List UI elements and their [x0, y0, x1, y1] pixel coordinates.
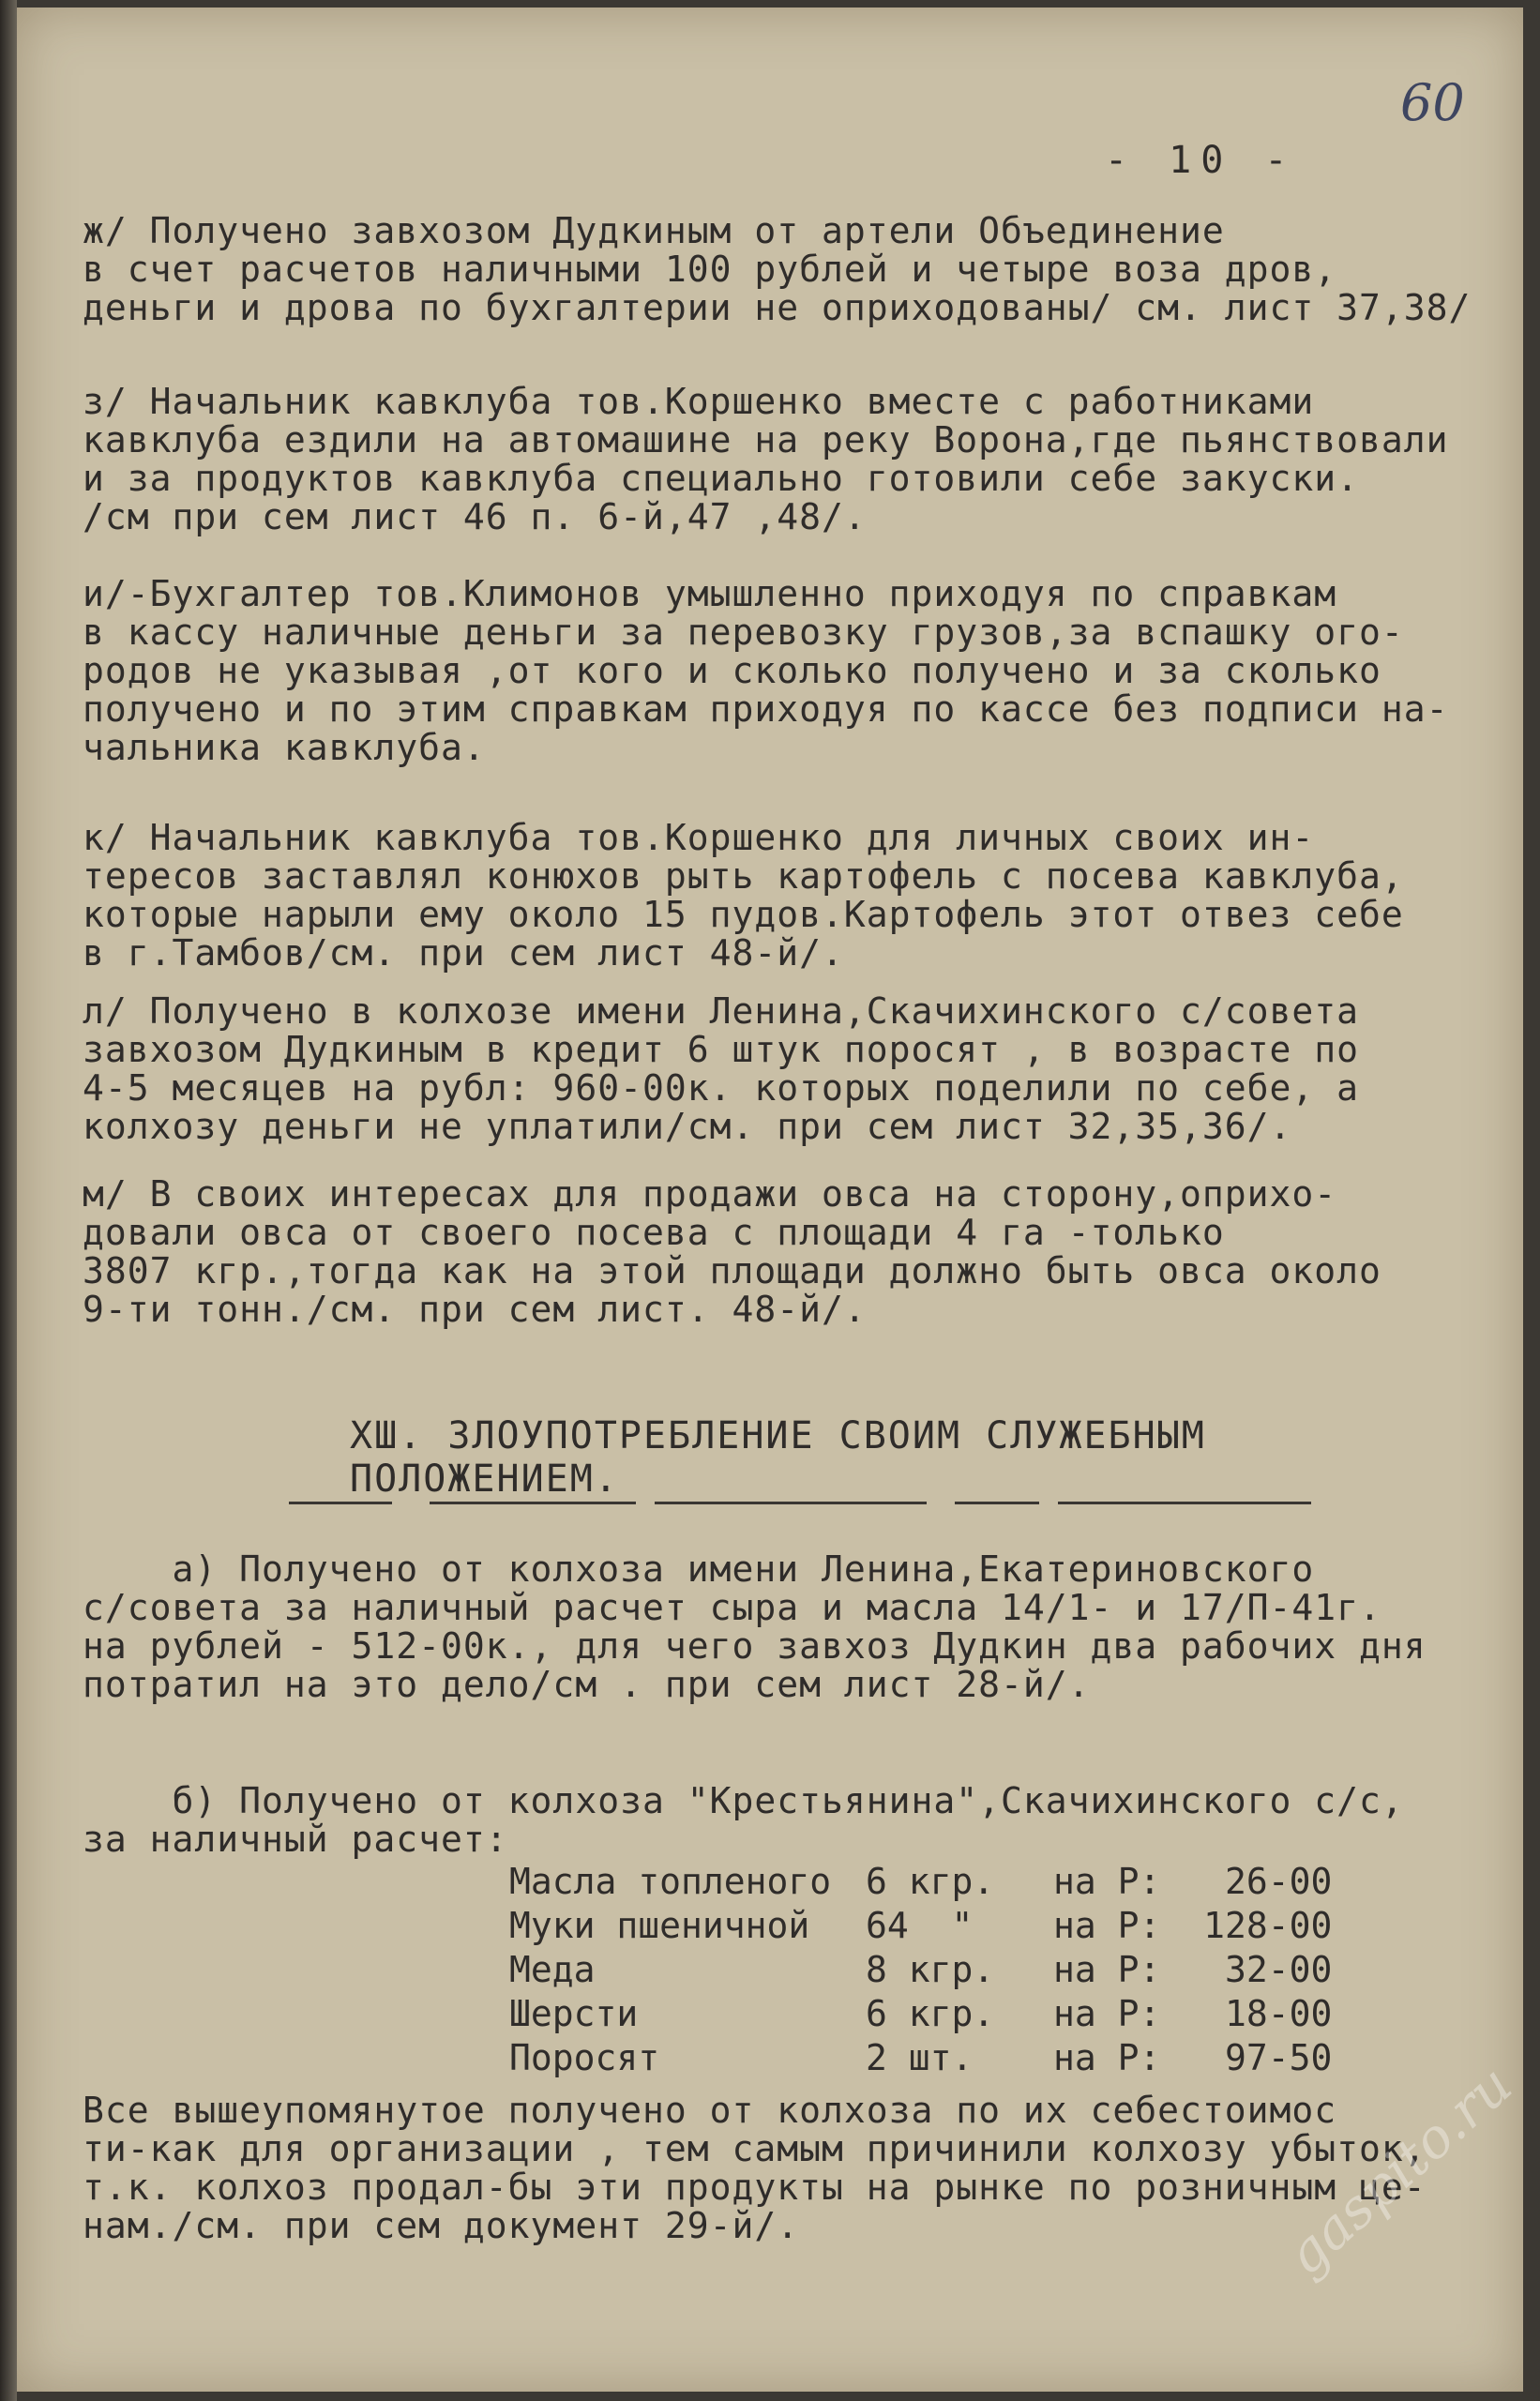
watermark: gaspito.ru — [1274, 2052, 1524, 2288]
title-underline — [430, 1502, 636, 1504]
page-header: - 10 - — [1105, 139, 1297, 182]
item-name: Шерсти — [509, 1993, 639, 2034]
item-name: Муки пшеничной — [509, 1905, 810, 1946]
item-qty: 8 кгр. — [866, 1949, 995, 1990]
item-price: на Р: 128-00 — [1053, 1905, 1333, 1946]
list-item — [509, 1860, 1344, 1904]
item-name: Масла топленого — [509, 1861, 832, 1902]
paragraph-i: и/-Бухгалтер тов.Климонов умышленно приходуя по справкам в кассу наличные деньги за перевозку грузов,за вспашку ого- родов не указывая ,от кого и сколько получено и за сколько получено и по этим справкам приходуя по кассе без подписи на- чальника кавклуба. — [83, 573, 1449, 768]
list-item — [509, 1992, 1344, 2036]
item-name: Меда — [509, 1949, 596, 1990]
title-underline — [1058, 1502, 1311, 1504]
paragraph-final: Все вышеупомянутое получено от колхоза по их себестоимос ти-как для организации , тем самым причинили колхозу убыток, т.к. колхоз продал-бы эти продукты на рынке по розничным це- нам./см. при сем документ 29-й/. — [83, 2090, 1427, 2246]
item-name: Поросят — [509, 2037, 660, 2078]
item-price: на Р: 18-00 — [1053, 1993, 1333, 2034]
list-item — [509, 1904, 1344, 1948]
archival-page — [17, 8, 1523, 2392]
title-underline — [289, 1502, 392, 1504]
paragraph-m: м/ В своих интересах для продажи овса на сторону,оприхо- довали овса от своего посева с площади 4 га -только 3807 кгр.,тогда как на этой площади должно быть овса около 9-ти тонн./см. при сем лист. 48-й/. — [83, 1173, 1381, 1330]
paragraph-a: а) Получено от колхоза имени Ленина,Екатериновского с/совета за наличный расчет сыра и масла 14/1- и 17/П-41г. на рублей - 512-00к., для чего завхоз Дудкин два рабочих дня потратил на это дело/см . при сем лист 28-й/. — [83, 1548, 1427, 1705]
paragraph-b-intro: б) Получено от колхоза "Крестьянина",Скачихинского с/с, за наличный расчет: — [83, 1780, 1404, 1860]
item-qty: 6 кгр. — [866, 1861, 995, 1902]
binding-edge — [0, 0, 17, 2401]
item-price: на Р: 32-00 — [1053, 1949, 1333, 1990]
section-title: ХШ. ЗЛОУПОТРЕБЛЕНИЕ СВОИМ СЛУЖЕБНЫМ ПОЛОЖЕНИЕМ. — [350, 1414, 1206, 1501]
item-price: на Р: 26-00 — [1053, 1861, 1333, 1902]
paragraph-l: л/ Получено в колхозе имени Ленина,Скачихинского с/совета завхозом Дудкиным в кредит 6 штук поросят , в возрасте по 4-5 месяцев на рубл: 960-00к. которых поделили по себе, а колхозу деньги не уплатили/см. при сем лист 32,35,36/. — [83, 990, 1360, 1147]
handwritten-page-number: 60 — [1400, 73, 1465, 132]
paragraph-k: к/ Начальник кавклуба тов.Коршенко для личных своих ин- тересов заставлял конюхов рыть картофель с посева кавклуба, которые нарыли ему около 15 пудов.Картофель этот отвез себе в г.Тамбов/см. при сем лист 48-й/. — [83, 817, 1404, 974]
item-qty: 64 " — [866, 1905, 974, 1946]
list-item — [509, 2036, 1344, 2080]
paragraph-zh: ж/ Получено завхозом Дудкиным от артели Объединение в счет расчетов наличными 100 рублей и четыре воза дров, деньги и дрова по бухгалтерии не оприходованы/ см. лист 37,38/ — [83, 210, 1472, 328]
paragraph-z: з/ Начальник кавклуба тов.Коршенко вместе с работниками кавклуба ездили на автомашине на реку Ворона,где пьянствовали и за продуктов кавклуба специально готовили себе закуски. /см при сем лист 46 п. 6-й,47 ,48/. — [83, 381, 1449, 537]
item-qty: 6 кгр. — [866, 1993, 995, 2034]
list-item — [509, 1948, 1344, 1992]
goods-list — [509, 1860, 1344, 2080]
title-underline — [955, 1502, 1039, 1504]
title-underline — [655, 1502, 927, 1504]
item-qty: 2 шт. — [866, 2037, 974, 2078]
item-price: на Р: 97-50 — [1053, 2037, 1333, 2078]
